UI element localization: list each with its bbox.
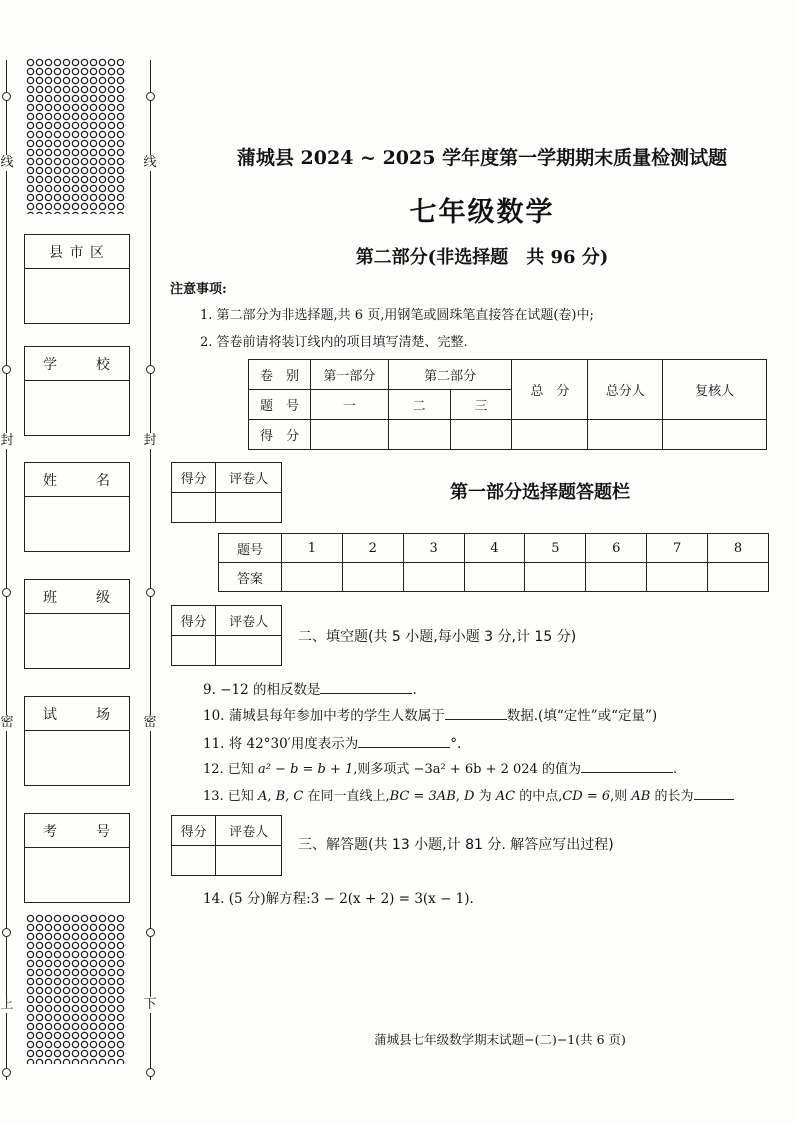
binding-mark-mi: 密	[0, 715, 14, 730]
answer-table-header: 答案	[219, 563, 282, 592]
answer-cell[interactable]	[647, 563, 708, 592]
field-school[interactable]	[24, 346, 130, 436]
score-table-header: 总 分	[512, 360, 588, 420]
field-label: 姓	[43, 472, 58, 489]
binding-mark-xia: 下	[143, 997, 157, 1012]
score-table-header: 总分人	[588, 360, 663, 420]
answer-blank[interactable]	[358, 736, 450, 748]
score-table-header: 卷 别	[249, 360, 311, 390]
question-12: 12. 已知 a² − b = b + 1,则多项式 −3a² + 6b + 2 024 的值为 .	[203, 762, 678, 777]
field-label: 班	[43, 589, 58, 606]
field-label: 试	[43, 706, 58, 723]
question-9: 9. −12 的相反数是 .	[203, 682, 417, 698]
answer-cell[interactable]	[403, 563, 464, 592]
grader-name-label: 评卷人	[216, 816, 282, 846]
exam-title: 蒲城县 2024 ~ 2025 学年度第一学期期末质量检测试题	[236, 147, 728, 169]
field-label: 考	[43, 823, 58, 840]
answer-number: 8	[708, 534, 769, 563]
grader-score-cell[interactable]	[172, 846, 216, 876]
grader-name-cell[interactable]	[216, 493, 282, 523]
binding-mark-feng: 封	[143, 433, 157, 448]
question-11: 11. 将 42°30′用度表示为 °.	[203, 736, 462, 752]
dot-pattern-top	[26, 58, 126, 214]
notice-item: 1. 第二部分为非选择题,共 6 页,用钢笔或圆珠笔直接答在试题(卷)中;	[200, 308, 594, 323]
answer-blank[interactable]	[320, 682, 412, 694]
answer-table-header: 题号	[219, 534, 282, 563]
grader-name-cell[interactable]	[216, 636, 282, 666]
section1-title: 第一部分选择题答题栏	[450, 482, 630, 503]
field-label: 校	[96, 356, 111, 373]
binding-mark-xian: 线	[0, 155, 14, 170]
binding-line-right	[150, 60, 151, 1080]
field-county[interactable]	[24, 234, 130, 324]
binding-circle	[2, 365, 11, 374]
answer-cell[interactable]	[342, 563, 403, 592]
binding-margin	[0, 0, 160, 1123]
binding-mark-mi: 密	[143, 715, 157, 730]
field-class[interactable]	[24, 579, 130, 669]
grader-box	[171, 462, 282, 523]
binding-mark-feng: 封	[0, 433, 14, 448]
answer-blank[interactable]	[694, 788, 734, 800]
binding-circle	[146, 928, 155, 937]
score-table-header: 第一部分	[310, 360, 388, 390]
answer-number: 3	[403, 534, 464, 563]
grader-score-cell[interactable]	[172, 636, 216, 666]
notice-item: 2. 答卷前请将装订线内的项目填写清楚、完整.	[200, 335, 468, 350]
answer-number: 2	[342, 534, 403, 563]
answer-blank[interactable]	[581, 761, 673, 773]
binding-mark-xian: 线	[143, 155, 157, 170]
binding-line-left	[6, 60, 7, 1080]
score-table-header: 得 分	[249, 420, 311, 450]
answer-cell[interactable]	[281, 563, 342, 592]
field-exam-room[interactable]	[24, 696, 130, 786]
binding-circle	[2, 588, 11, 597]
subject-title: 七年级数学	[409, 197, 555, 228]
answer-cell[interactable]	[525, 563, 586, 592]
field-name[interactable]	[24, 462, 130, 552]
field-label: 名	[96, 472, 111, 489]
dot-pattern-bottom	[26, 914, 126, 1064]
answer-cell[interactable]	[708, 563, 769, 592]
score-table	[248, 359, 767, 450]
grader-name-cell[interactable]	[216, 846, 282, 876]
answer-number: 5	[525, 534, 586, 563]
question-14: 14. (5 分)解方程:3 − 2(x + 2) = 3(x − 1).	[203, 891, 474, 907]
binding-mark-shang: 上	[0, 997, 14, 1012]
answer-number: 7	[647, 534, 708, 563]
question-13: 13. 已知 A, B, C 在同一直线上,BC = 3AB, D 为 AC 的中点,CD = 6,则 AB 的长为	[203, 785, 734, 804]
section2-heading: 二、填空题(共 5 小题,每小题 3 分,计 15 分)	[298, 629, 577, 645]
grader-score-label: 得分	[172, 463, 216, 493]
answer-cell[interactable]	[464, 563, 525, 592]
score-input-cell[interactable]	[512, 420, 588, 450]
answer-table	[218, 533, 769, 592]
binding-circle	[2, 92, 11, 101]
score-table-header: 第二部分	[388, 360, 512, 390]
grader-box	[171, 605, 282, 666]
answer-number: 6	[586, 534, 647, 563]
score-input-cell[interactable]	[588, 420, 663, 450]
answer-blank[interactable]	[445, 708, 507, 720]
score-table-cell: 三	[450, 390, 512, 420]
question-10: 10. 蒲城县每年参加中考的学生人数属于 数据.(填“定性”或“定量”)	[203, 708, 658, 724]
field-label: 县 市 区	[25, 235, 129, 269]
binding-circle	[146, 365, 155, 374]
field-label: 级	[96, 589, 111, 606]
answer-number: 1	[281, 534, 342, 563]
grader-score-cell[interactable]	[172, 493, 216, 523]
binding-circle	[2, 1068, 11, 1077]
grader-score-label: 得分	[172, 816, 216, 846]
answer-number: 4	[464, 534, 525, 563]
section3-heading: 三、解答题(共 13 小题,计 81 分. 解答应写出过程)	[298, 837, 614, 853]
binding-circle	[2, 928, 11, 937]
score-table-header: 复核人	[663, 360, 767, 420]
answer-cell[interactable]	[586, 563, 647, 592]
binding-circle	[146, 1068, 155, 1077]
field-label: 场	[96, 706, 111, 723]
page-footer: 蒲城县七年级数学期末试题−(二)−1(共 6 页)	[374, 1032, 626, 1047]
grader-box	[171, 815, 282, 876]
binding-circle	[146, 92, 155, 101]
score-table-cell: 二	[388, 390, 450, 420]
grader-name-label: 评卷人	[216, 606, 282, 636]
field-label: 学	[43, 356, 58, 373]
score-input-cell[interactable]	[310, 420, 388, 450]
notice-heading: 注意事项:	[170, 282, 227, 297]
score-table-cell: 一	[310, 390, 388, 420]
score-input-cell[interactable]	[450, 420, 512, 450]
grader-name-label: 评卷人	[216, 463, 282, 493]
binding-circle	[146, 588, 155, 597]
grader-score-label: 得分	[172, 606, 216, 636]
score-table-header: 题 号	[249, 390, 311, 420]
part-title: 第二部分(非选择题 共 96 分)	[355, 247, 609, 268]
score-input-cell[interactable]	[388, 420, 450, 450]
field-exam-number[interactable]	[24, 813, 130, 903]
score-input-cell[interactable]	[663, 420, 767, 450]
field-label: 号	[96, 823, 111, 840]
